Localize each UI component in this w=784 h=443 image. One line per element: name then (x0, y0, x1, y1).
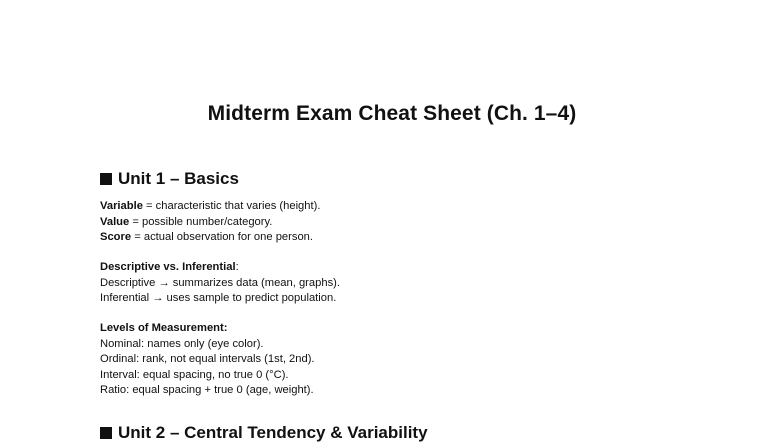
term-text: = characteristic that varies (height). (142, 200, 321, 212)
descriptive-inferential-block (100, 260, 340, 307)
subheading-suffix: : (235, 261, 239, 273)
body-line: Descriptive → summarizes data (mean, graphs). (100, 276, 340, 289)
square-bullet-icon (100, 427, 112, 439)
subheading-descriptive-inferential: Descriptive vs. Inferential (100, 261, 236, 273)
body-line: Nominal: names only (eye color). (100, 337, 264, 350)
term-label: Value (100, 215, 130, 228)
page-title: Midterm Exam Cheat Sheet (Ch. 1–4) (207, 102, 577, 125)
unit-1-heading-text: Unit 1 – Basics (118, 169, 239, 188)
body-line: Interval: equal spacing, no true 0 (°C). (100, 368, 289, 381)
body-line: Ordinal: rank, not equal intervals (1st, 2nd). (100, 353, 315, 365)
unit-2-heading (100, 423, 428, 443)
term-text: = possible number/category. (129, 215, 273, 228)
definition-variable (100, 199, 320, 215)
body-line: Ratio: equal spacing + true 0 (age, weight). (100, 384, 314, 396)
unit-2-heading-text: Unit 2 – Central Tendency & Variability (118, 423, 428, 442)
subheading-line (100, 260, 340, 276)
term-label: Score (100, 231, 132, 243)
levels-block (100, 321, 315, 399)
body-line: Inferential → uses sample to predict population. (100, 292, 337, 304)
subheading-levels: Levels of Measurement: (100, 322, 228, 334)
definition-value (100, 215, 320, 231)
term-label: Variable (100, 200, 143, 212)
definition-score (100, 230, 320, 246)
unit-1-heading (100, 169, 239, 189)
square-bullet-icon (100, 173, 112, 185)
definitions-block (100, 199, 320, 246)
term-text: = actual observation for one person. (131, 231, 314, 243)
